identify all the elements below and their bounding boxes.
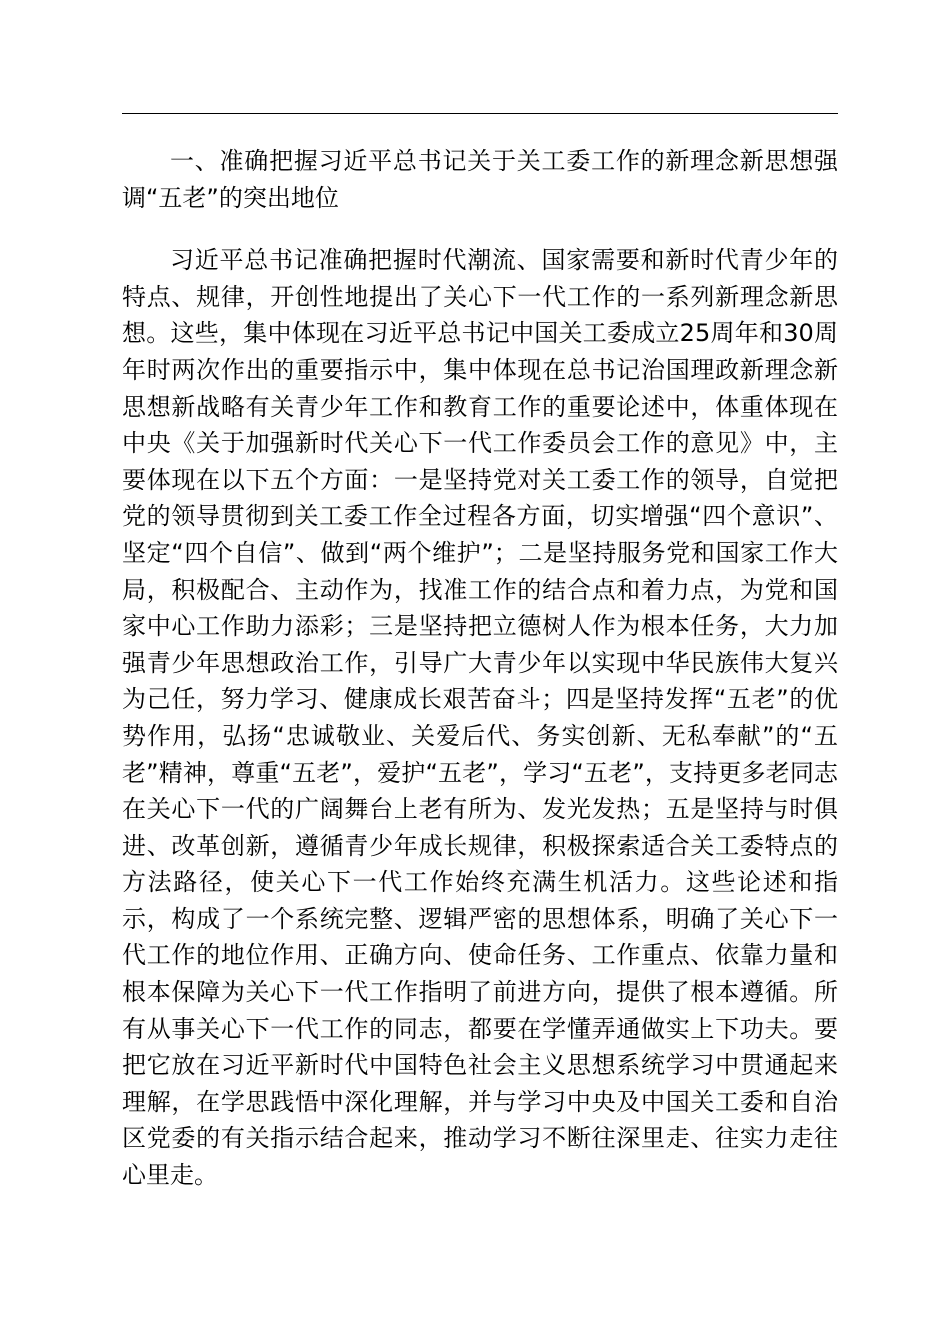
section-heading: 一、准确把握习近平总书记关于关工委工作的新理念新思想强调“五老”的突出地位	[122, 147, 838, 212]
header-rule	[122, 113, 838, 114]
document-body	[122, 143, 838, 1194]
body-paragraph: 习近平总书记准确把握时代潮流、国家需要和新时代青少年的特点、规律，开创性地提出了关心下一代工作的一系列新理念新思想。这些，集中体现在习近平总书记中国关工委成立25周年和30周年时两次作出的重要指示中，集中体现在总书记治国理政新理念新思想新战略有关青少年工作和教育工作的重要论述中，体重体现在中央《关于加强新时代关心下一代工作委员会工作的意见》中，主要体现在以下五个方面：一是坚持党对关工委工作的领导，自觉把党的领导贯彻到关工委工作全过程各方面，切实增强“四个意识”、坚定“四个自信”、做到“两个维护”；二是坚持服务党和国家工作大局，积极配合、主动作为，找准工作的结合点和着力点，为党和国家中心工作助力添彩；三是坚持把立德树人作为根本任务，大力加强青少年思想政治工作，引导广大青少年以实现中华民族伟大复兴为己任，努力学习、健康成长艰苦奋斗；四是坚持发挥“五老”的优势作用，弘扬“忠诚敬业、关爱后代、务实创新、无私奉献”的“五老”精神，尊重“五老”，爱护“五老”，学习“五老”，支持更多老同志在关心下一代的广阔舞台上老有所为、发光发热；五是坚持与时俱进、改革创新，遵循青少年成长规律，积极探索适合关工委特点的方法路径，使关心下一代工作始终充满生机活力。这些论述和指示，构成了一个系统完整、逻辑严密的思想体系，明确了关心下一代工作的地位作用、正确方向、使命任务、工作重点、依靠力量和根本保障为关心下一代工作指明了前进方向，提供了根本遵循。所有从事关心下一代工作的同志，都要在学懂弄通做实上下功夫。要把它放在习近平新时代中国特色社会主义思想系统学习中贯通起来理解，在学思践悟中深化理解，并与学习中央及中国关工委和自治区党委的有关指示结合起来，推动学习不断往深里走、往实力走往心里走。	[122, 246, 838, 1190]
